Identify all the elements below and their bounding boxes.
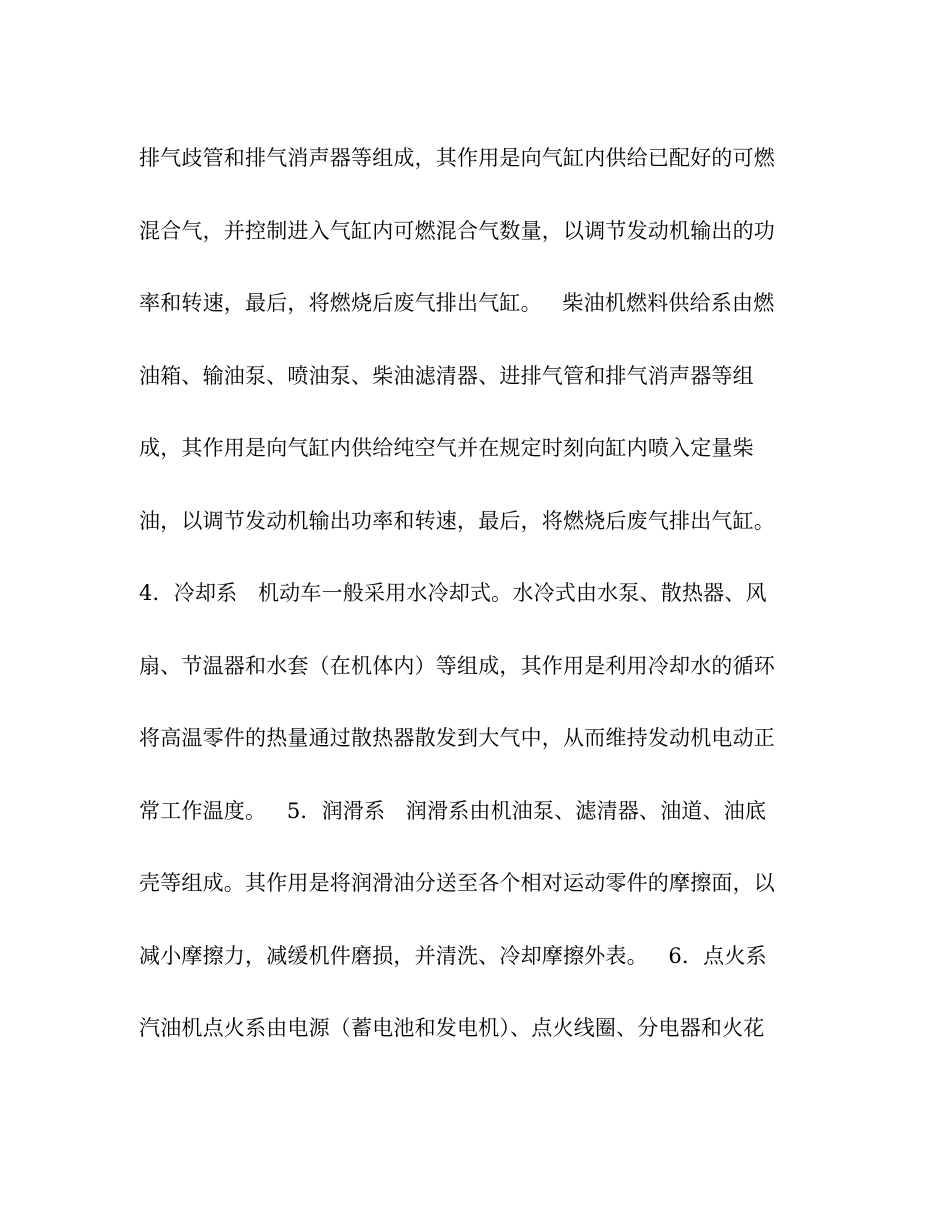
text-line: 油箱、输油泵、喷油泵、柴油滤清器、进排气管和排气消声器等组 xyxy=(139,363,754,388)
text-line: 油，以调节发动机输出功率和转速，最后，将燃烧后废气排出气缸。 xyxy=(139,508,775,533)
text-line: 成，其作用是向气缸内供给纯空气并在规定时刻向缸内喷入定量柴 xyxy=(139,436,754,460)
text-line: 壳等组成。其作用是将润滑油分送至各个相对运动零件的摩擦面，以 xyxy=(139,871,775,895)
text-line: 扇、节温器和水套（在机体内）等组成，其作用是利用冷却水的循环 xyxy=(139,653,775,678)
body-text xyxy=(139,137,819,1080)
text-line: 4．冷却系 机动车一般采用水冷却式。水冷式由水泵、散热器、风 xyxy=(139,581,767,605)
text-line: 汽油机点火系由电源（蓄电池和发电机）、点火线圈、分电器和火花 xyxy=(139,1016,765,1040)
text-line: 混合气，并控制进入气缸内可燃混合气数量，以调节发动机输出的功 xyxy=(139,218,775,243)
text-line: 率和转速，最后，将燃烧后废气排出气缸。 柴油机燃料供给系由燃 xyxy=(139,291,775,315)
text-line: 减小摩擦力，减缓机件磨损，并清洗、冷却摩擦外表。 6．点火系 xyxy=(139,943,767,968)
text-line: 排气歧管和排气消声器等组成，其作用是向气缸内供给已配好的可燃 xyxy=(139,146,775,170)
text-line: 将高温零件的热量通过散热器散发到大气中，从而维持发动机电动正 xyxy=(139,726,775,750)
text-line: 常工作温度。 5．润滑系 润滑系由机油泵、滤清器、油道、油底 xyxy=(139,798,767,823)
